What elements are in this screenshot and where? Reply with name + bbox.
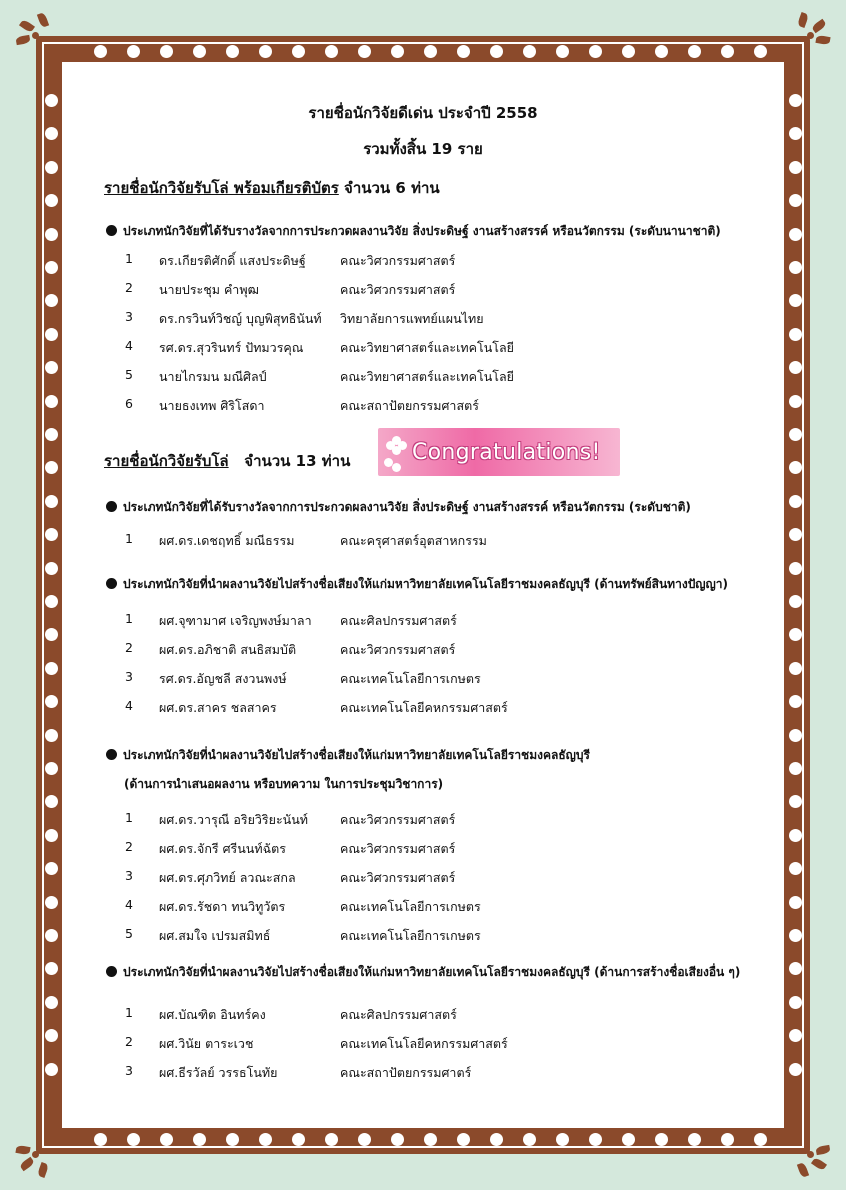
category-label: ประเภทนักวิจัยที่ได้รับรางวัลจากการประกวดผลงานวิจัย สิ่งประดิษฐ์ งานสร้างสรรค์ หรือนวัตกรรม (ระดับชาติ): [123, 500, 691, 514]
frame-dot: [789, 829, 802, 842]
page-title: รายชื่อนักวิจัยดีเด่น ประจำปี 2558: [308, 104, 538, 122]
researcher-name: ดร.เกียรติศักดิ์ แสงประดิษฐ์: [159, 253, 306, 268]
frame-dot: [490, 1133, 503, 1146]
category-heading: [106, 498, 691, 517]
faculty-name: คณะวิศวกรรมศาสตร์: [340, 812, 456, 827]
frame-dot: [45, 395, 58, 408]
frame-dot: [789, 161, 802, 174]
frame-dot: [45, 862, 58, 875]
researcher-name: ดร.กรวินท์วิชญ์ บุญพิสุทธินันท์: [159, 311, 322, 326]
frame-dot: [655, 1133, 668, 1146]
frame-dot: [789, 361, 802, 374]
item-number: 4: [125, 897, 133, 912]
frame-dot: [45, 1029, 58, 1042]
frame-dot: [45, 1063, 58, 1076]
faculty-name: คณะวิศวกรรมศาสตร์: [340, 253, 456, 268]
bullet-icon: [106, 225, 117, 236]
frame-dot: [789, 662, 802, 675]
category-label: ประเภทนักวิจัยที่นำผลงานวิจัยไปสร้างชื่อเสียงให้แก่มหาวิทยาลัยเทคโนโลยีราชมงคลธัญบุรี (ด้านการสร้างชื่อเสียงอื่น ๆ): [123, 965, 741, 979]
frame-dot: [193, 1133, 206, 1146]
item-number: 2: [125, 839, 133, 854]
category-heading: [106, 746, 590, 765]
frame-dot: [45, 428, 58, 441]
frame-dot: [789, 495, 802, 508]
frame-dot: [789, 729, 802, 742]
frame-dot: [789, 896, 802, 909]
researcher-name: ผศ.จุฑามาศ เจริญพงษ์มาลา: [159, 613, 312, 628]
corner-ornament-bottom-right: [776, 1120, 836, 1180]
frame-dot: [193, 45, 206, 58]
frame-dot: [754, 1133, 767, 1146]
frame-dot: [789, 328, 802, 341]
frame-dot: [127, 45, 140, 58]
frame-dot: [589, 45, 602, 58]
item-number: 1: [125, 251, 133, 266]
frame-dot: [789, 528, 802, 541]
frame-dot: [45, 729, 58, 742]
faculty-name: คณะวิศวกรรมศาสตร์: [340, 282, 456, 297]
item-number: 4: [125, 698, 133, 713]
item-number: 6: [125, 396, 133, 411]
frame-dot: [789, 461, 802, 474]
frame-dot: [292, 1133, 305, 1146]
category-label-continued: (ด้านการนำเสนอผลงาน หรือบทความ ในการประชุมวิชาการ): [124, 777, 444, 791]
frame-dot: [45, 562, 58, 575]
corner-ornament-top-left: [10, 10, 70, 70]
frame-dot: [45, 962, 58, 975]
faculty-name: คณะวิศวกรรมศาสตร์: [340, 870, 456, 885]
frame-dot: [789, 795, 802, 808]
frame-dot: [45, 795, 58, 808]
congratulations-text: Congratulations!: [412, 439, 601, 465]
faculty-name: คณะสถาปัตยกรรมศาสตร์: [340, 398, 479, 413]
frame-dot: [721, 45, 734, 58]
item-number: 1: [125, 1005, 133, 1020]
bullet-icon: [106, 749, 117, 760]
frame-dot: [45, 194, 58, 207]
page-subtitle: รวมทั้งสิ้น 19 ราย: [363, 140, 483, 158]
faculty-name: คณะครุศาสตร์อุตสาหกรรม: [340, 533, 487, 548]
researcher-name: ผศ.ดร.อภิชาติ สนธิสมบัติ: [159, 642, 297, 657]
frame-dot: [789, 395, 802, 408]
researcher-name: ผศ.ดร.สาคร ชลสาคร: [159, 700, 277, 715]
frame-dot: [358, 1133, 371, 1146]
item-number: 2: [125, 1034, 133, 1049]
researcher-name: รศ.ดร.สุวรินทร์ ปัทมวรคุณ: [159, 340, 304, 355]
researcher-name: ผศ.ดร.รัชดา ทนวิทูวัตร: [159, 899, 286, 914]
frame-dot: [490, 45, 503, 58]
frame-dot: [45, 495, 58, 508]
section-heading: รายชื่อนักวิจัยรับโล่: [104, 452, 229, 470]
frame-dot: [325, 1133, 338, 1146]
section-count: จำนวน 13 ท่าน: [244, 452, 351, 470]
frame-dot: [45, 528, 58, 541]
frame-dot: [45, 595, 58, 608]
item-number: 1: [125, 611, 133, 626]
category-heading: [106, 222, 721, 241]
frame-dot: [789, 1029, 802, 1042]
section-heading: รายชื่อนักวิจัยรับโล่ พร้อมเกียรติบัตร: [104, 179, 339, 197]
frame-dot: [94, 45, 107, 58]
frame-dot: [94, 1133, 107, 1146]
frame-dot: [688, 45, 701, 58]
frame-dot: [655, 45, 668, 58]
faculty-name: วิทยาลัยการแพทย์แผนไทย: [340, 311, 484, 326]
category-label: ประเภทนักวิจัยที่ได้รับรางวัลจากการประกวดผลงานวิจัย สิ่งประดิษฐ์ งานสร้างสรรค์ หรือนวัตกรรม (ระดับนานาชาติ): [123, 224, 721, 238]
researcher-name: ผศ.ดร.วารุณี อริยวิริยะนันท์: [159, 812, 309, 827]
frame-dot: [789, 695, 802, 708]
frame-dot: [789, 762, 802, 775]
researcher-name: ผศ.ดร.ศุภวิทย์ ลวณะสกล: [159, 870, 296, 885]
bullet-icon: [106, 501, 117, 512]
frame-dot: [45, 361, 58, 374]
researcher-name: ผศ.ดร.จักรี ศรีนนท์ฉัตร: [159, 841, 286, 856]
researcher-name: นายธงเทพ ศิริโสดา: [159, 398, 265, 413]
section-title: [104, 176, 440, 200]
frame-dot: [160, 45, 173, 58]
frame-dot: [589, 1133, 602, 1146]
frame-dot: [789, 428, 802, 441]
item-number: 3: [125, 1063, 133, 1078]
frame-dot: [754, 45, 767, 58]
frame-dot: [45, 328, 58, 341]
frame-dot: [45, 662, 58, 675]
faculty-name: คณะเทคโนโลยีการเกษตร: [340, 671, 481, 686]
frame-dot: [45, 294, 58, 307]
frame-dot: [789, 228, 802, 241]
researcher-name: ผศ.วินัย ตาระเวช: [159, 1036, 254, 1051]
researcher-name: ผศ.สมใจ เปรมสมิทธ์: [159, 928, 271, 943]
researcher-name: นายไกรมน มณีศิลป์: [159, 369, 267, 384]
frame-dot: [789, 595, 802, 608]
item-number: 3: [125, 669, 133, 684]
category-heading: [106, 963, 740, 982]
frame-dot: [292, 45, 305, 58]
item-number: 3: [125, 309, 133, 324]
item-number: 3: [125, 868, 133, 883]
item-number: 5: [125, 926, 133, 941]
frame-dot: [45, 261, 58, 274]
frame-dot: [523, 45, 536, 58]
congratulations-badge: [378, 428, 620, 476]
frame-dot: [789, 862, 802, 875]
frame-dot: [45, 461, 58, 474]
frame-dot: [622, 45, 635, 58]
corner-ornament-bottom-left: [10, 1120, 70, 1180]
faculty-name: คณะเทคโนโลยีการเกษตร: [340, 899, 481, 914]
frame-dot: [45, 628, 58, 641]
corner-ornament-top-right: [776, 10, 836, 70]
faculty-name: คณะสถาปัตยกรรมศาตร์: [340, 1065, 472, 1080]
researcher-name: ผศ.ดร.เดชฤทธิ์ มณีธรรม: [159, 533, 295, 548]
frame-dot: [457, 1133, 470, 1146]
frame-dot: [688, 1133, 701, 1146]
frame-dot: [789, 294, 802, 307]
frame-dot: [789, 996, 802, 1009]
faculty-name: คณะเทคโนโลยีการเกษตร: [340, 928, 481, 943]
frame-dot: [226, 45, 239, 58]
frame-dot: [226, 1133, 239, 1146]
bullet-icon: [106, 966, 117, 977]
researcher-name: ผศ.บัณฑิต อินทร์คง: [159, 1007, 266, 1022]
item-number: 1: [125, 531, 133, 546]
frame-dot: [424, 1133, 437, 1146]
frame-dot: [259, 1133, 272, 1146]
frame-dot: [45, 161, 58, 174]
faculty-name: คณะเทคโนโลยีคหกรรมศาสตร์: [340, 1036, 508, 1051]
frame-dot: [523, 1133, 536, 1146]
faculty-name: คณะวิศวกรรมศาสตร์: [340, 642, 456, 657]
frame-dot: [127, 1133, 140, 1146]
item-number: 2: [125, 280, 133, 295]
frame-dot: [789, 261, 802, 274]
researcher-name: นายประชุม คำพุฒ: [159, 282, 259, 297]
frame-dot: [789, 194, 802, 207]
frame-dot: [424, 45, 437, 58]
faculty-name: คณะวิศวกรรมศาสตร์: [340, 841, 456, 856]
frame-dot: [789, 628, 802, 641]
frame-dot: [45, 996, 58, 1009]
item-number: 1: [125, 810, 133, 825]
frame-dot: [45, 695, 58, 708]
frame-dot: [789, 962, 802, 975]
faculty-name: คณะวิทยาศาสตร์และเทคโนโลยี: [340, 340, 514, 355]
frame-dot: [391, 45, 404, 58]
frame-dot: [721, 1133, 734, 1146]
faculty-name: คณะศิลปกรรมศาสตร์: [340, 613, 457, 628]
category-heading: [106, 575, 728, 594]
frame-dot: [45, 228, 58, 241]
frame-dot: [45, 929, 58, 942]
researcher-name: ผศ.ธีรวัลย์ วรรธโนทัย: [159, 1065, 278, 1080]
bullet-icon: [106, 578, 117, 589]
category-label: ประเภทนักวิจัยที่นำผลงานวิจัยไปสร้างชื่อเสียงให้แก่มหาวิทยาลัยเทคโนโลยีราชมงคลธัญบุรี (ด้านทรัพย์สินทางปัญญา): [123, 577, 728, 591]
category-label: ประเภทนักวิจัยที่นำผลงานวิจัยไปสร้างชื่อเสียงให้แก่มหาวิทยาลัยเทคโนโลยีราชมงคลธัญบุรี: [123, 748, 590, 762]
frame-dot: [160, 1133, 173, 1146]
frame-dot: [325, 45, 338, 58]
faculty-name: คณะวิทยาศาสตร์และเทคโนโลยี: [340, 369, 514, 384]
frame-dot: [45, 762, 58, 775]
frame-dot: [789, 1063, 802, 1076]
faculty-name: คณะศิลปกรรมศาสตร์: [340, 1007, 457, 1022]
item-number: 2: [125, 640, 133, 655]
researcher-name: รศ.ดร.อัญชลี สงวนพงษ์: [159, 671, 287, 686]
frame-dot: [391, 1133, 404, 1146]
flower-icon: [378, 428, 412, 476]
frame-dot: [789, 929, 802, 942]
frame-dot: [622, 1133, 635, 1146]
item-number: 5: [125, 367, 133, 382]
faculty-name: คณะเทคโนโลยีคหกรรมศาสตร์: [340, 700, 508, 715]
frame-dot: [259, 45, 272, 58]
frame-dot: [358, 45, 371, 58]
frame-dot: [457, 45, 470, 58]
frame-dot: [556, 45, 569, 58]
frame-dot: [789, 562, 802, 575]
item-number: 4: [125, 338, 133, 353]
section-title: [104, 449, 350, 473]
frame-dot: [556, 1133, 569, 1146]
section-count: จำนวน 6 ท่าน: [344, 179, 440, 197]
frame-dot: [45, 829, 58, 842]
frame-dot: [45, 896, 58, 909]
